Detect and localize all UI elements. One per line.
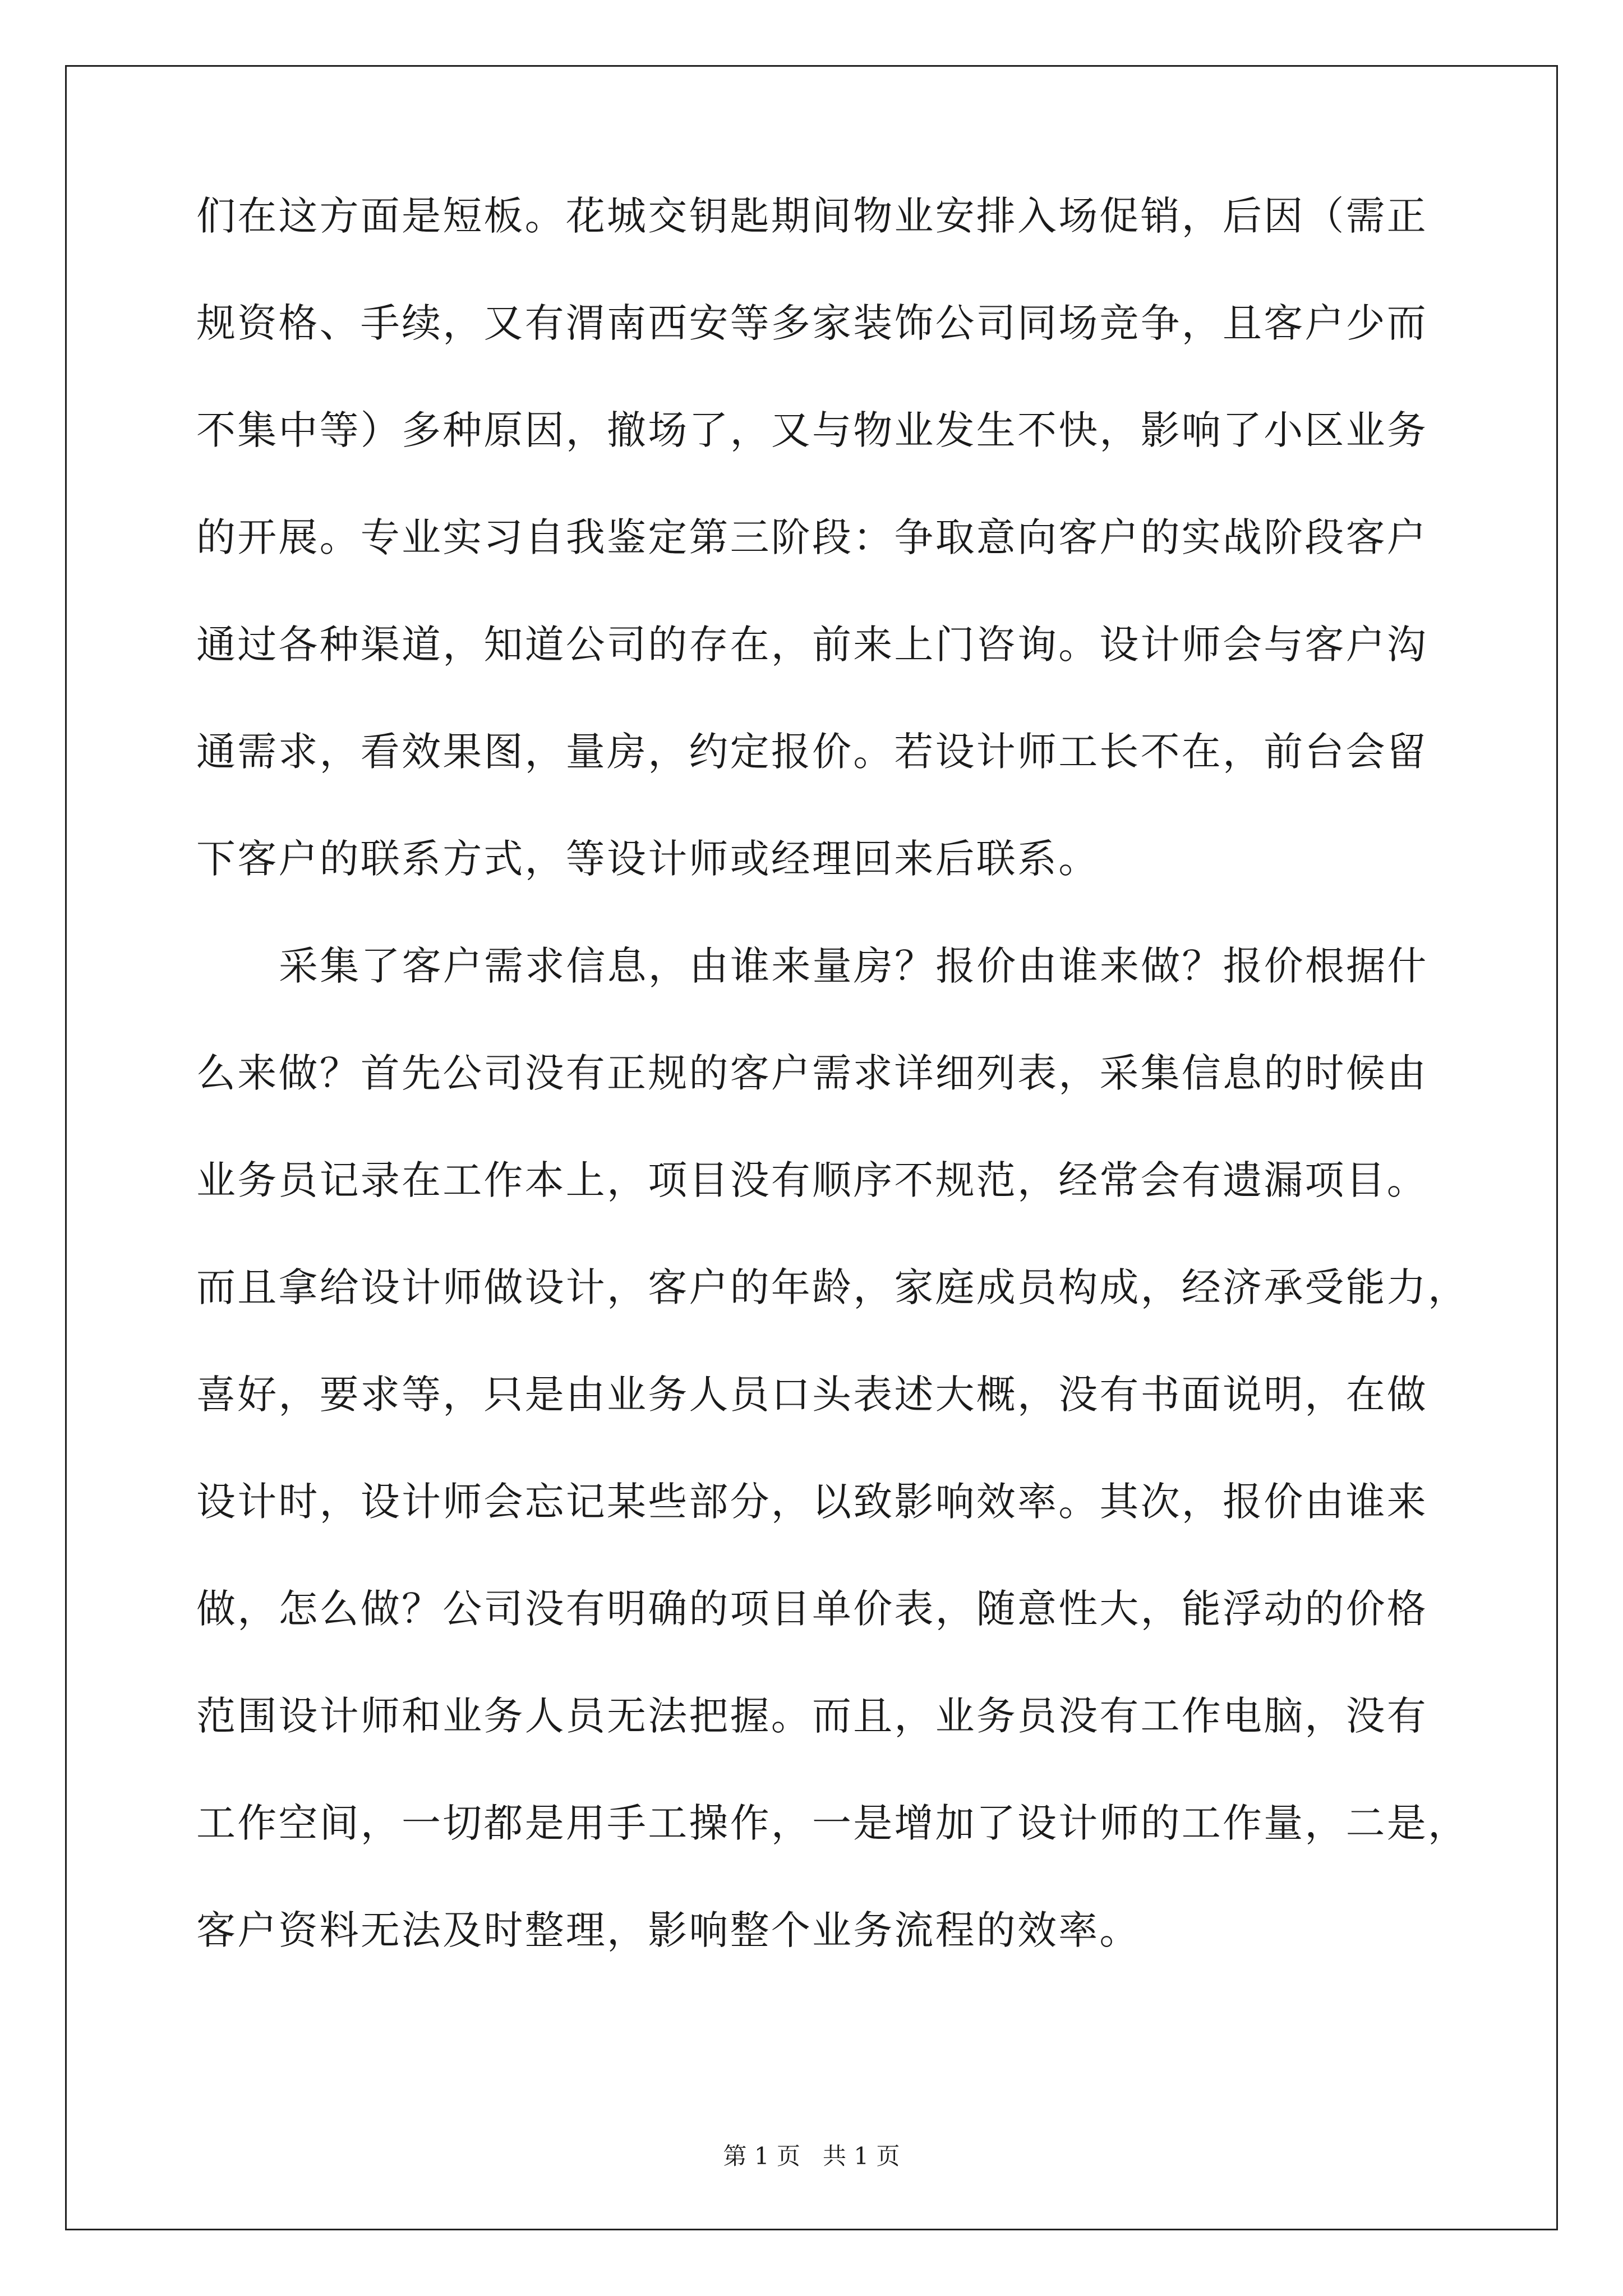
page-number-footer: 第 1 页 共 1 页 (723, 2142, 900, 2170)
text-line: 通过各种渠道，知道公司的存在，前来上门咨询。设计师会与客户沟 (196, 622, 1428, 668)
text-line: 客户资料无法及时整理，影响整个业务流程的效率。 (196, 1907, 1141, 1953)
text-line: 工作空间，一切都是用手工操作，一是增加了设计师的工作量，二是， (196, 1800, 1469, 1846)
text-line: 规资格、手续，又有渭南西安等多家装饰公司同场竞争，且客户少而 (196, 300, 1428, 346)
text-line: 范围设计师和业务人员无法把握。而且，业务员没有工作电脑，没有 (196, 1693, 1428, 1739)
text-line: 业务员记录在工作本上，项目没有顺序不规范，经常会有遗漏项目。 (196, 1157, 1428, 1203)
paragraph-start-line: 采集了客户需求信息，由谁来量房？报价由谁来做？报价根据什 (279, 943, 1428, 989)
text-line: 不集中等）多种原因，撤场了，又与物业发生不快，影响了小区业务 (196, 407, 1428, 453)
text-line: 喜好，要求等，只是由业务人员口头表述大概，没有书面说明，在做 (196, 1372, 1428, 1418)
text-line: 么来做？首先公司没有正规的客户需求详细列表，采集信息的时候由 (196, 1050, 1428, 1096)
text-line: 而且拿给设计师做设计，客户的年龄，家庭成员构成，经济承受能力， (196, 1264, 1469, 1310)
text-line: 的开展。专业实习自我鉴定第三阶段：争取意向客户的实战阶段客户 (196, 514, 1428, 560)
text-line: 做，怎么做？公司没有明确的项目单价表，随意性大，能浮动的价格 (196, 1586, 1428, 1632)
document-body (196, 193, 1469, 2018)
text-line: 下客户的联系方式，等设计师或经理回来后联系。 (196, 836, 1100, 882)
text-line: 设计时，设计师会忘记某些部分，以致影响效率。其次，报价由谁来 (196, 1479, 1428, 1525)
text-line: 通需求，看效果图，量房，约定报价。若设计师工长不在，前台会留 (196, 729, 1428, 775)
text-line: 们在这方面是短板。花城交钥匙期间物业安排入场促销，后因（需正 (196, 193, 1428, 239)
